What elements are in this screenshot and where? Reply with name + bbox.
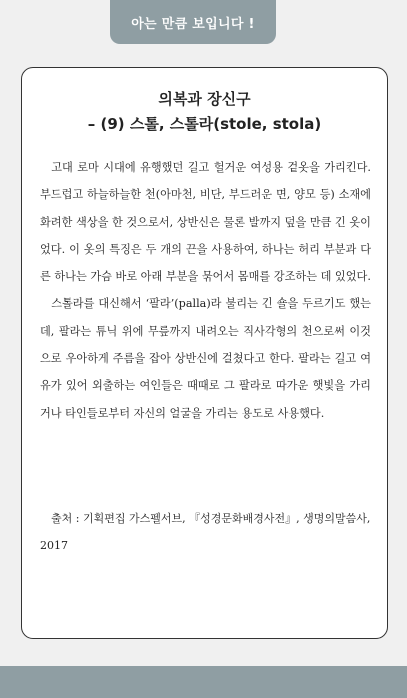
source-text: 출처 : 기획편집 가스펠서브, 『성경문화배경사전』, 생명의말씀사, 2017: [40, 512, 371, 552]
header-tab: [110, 0, 276, 44]
article-paragraph: 스톨라를 대신해서 ‘팔라’(palla)라 불리는 긴 숄을 두르기도 했는데, 팔라는 튜닉 위에 무릎까지 내려오는 직사각형의 천으로써 이것으로 우아하게 주름을 잡아 상반신에 걸쳤다고 한다. 팔라는 길고 여유가 있어 외출하는 여인들은 때때로 그 팔라로 따가운 햇빛을 가리거나 타인들로부터 자신의 얼굴을 가리는 용도로 사용했다.: [40, 297, 371, 420]
footer-bar: [0, 666, 407, 698]
article-body: [40, 154, 371, 427]
header-tab-label: 아는 만큼 보입니다 !: [131, 16, 255, 32]
article-paragraph: 고대 로마 시대에 유행했던 길고 헐거운 여성용 겉옷을 가리킨다. 부드럽고 하늘하늘한 천(아마천, 비단, 부드러운 면, 양모 등) 소재에 화려한 색상을 한 것으로서, 상반신은 물론 발까지 덮을 만큼 긴 옷이었다. 이 옷의 특징은 두 개의 끈을 사용하여, 하나는 허리 부분과 다른 하나는 가슴 바로 아래 부분을 묶어서 몸매를 강조하는 데 있었다.: [40, 161, 371, 284]
article-source: [40, 505, 371, 559]
article-title: 의복과 장신구: [158, 90, 251, 108]
article-subtitle: – (9) 스톨, 스톨라(stole, stola): [87, 115, 322, 133]
article-card: [21, 67, 388, 639]
